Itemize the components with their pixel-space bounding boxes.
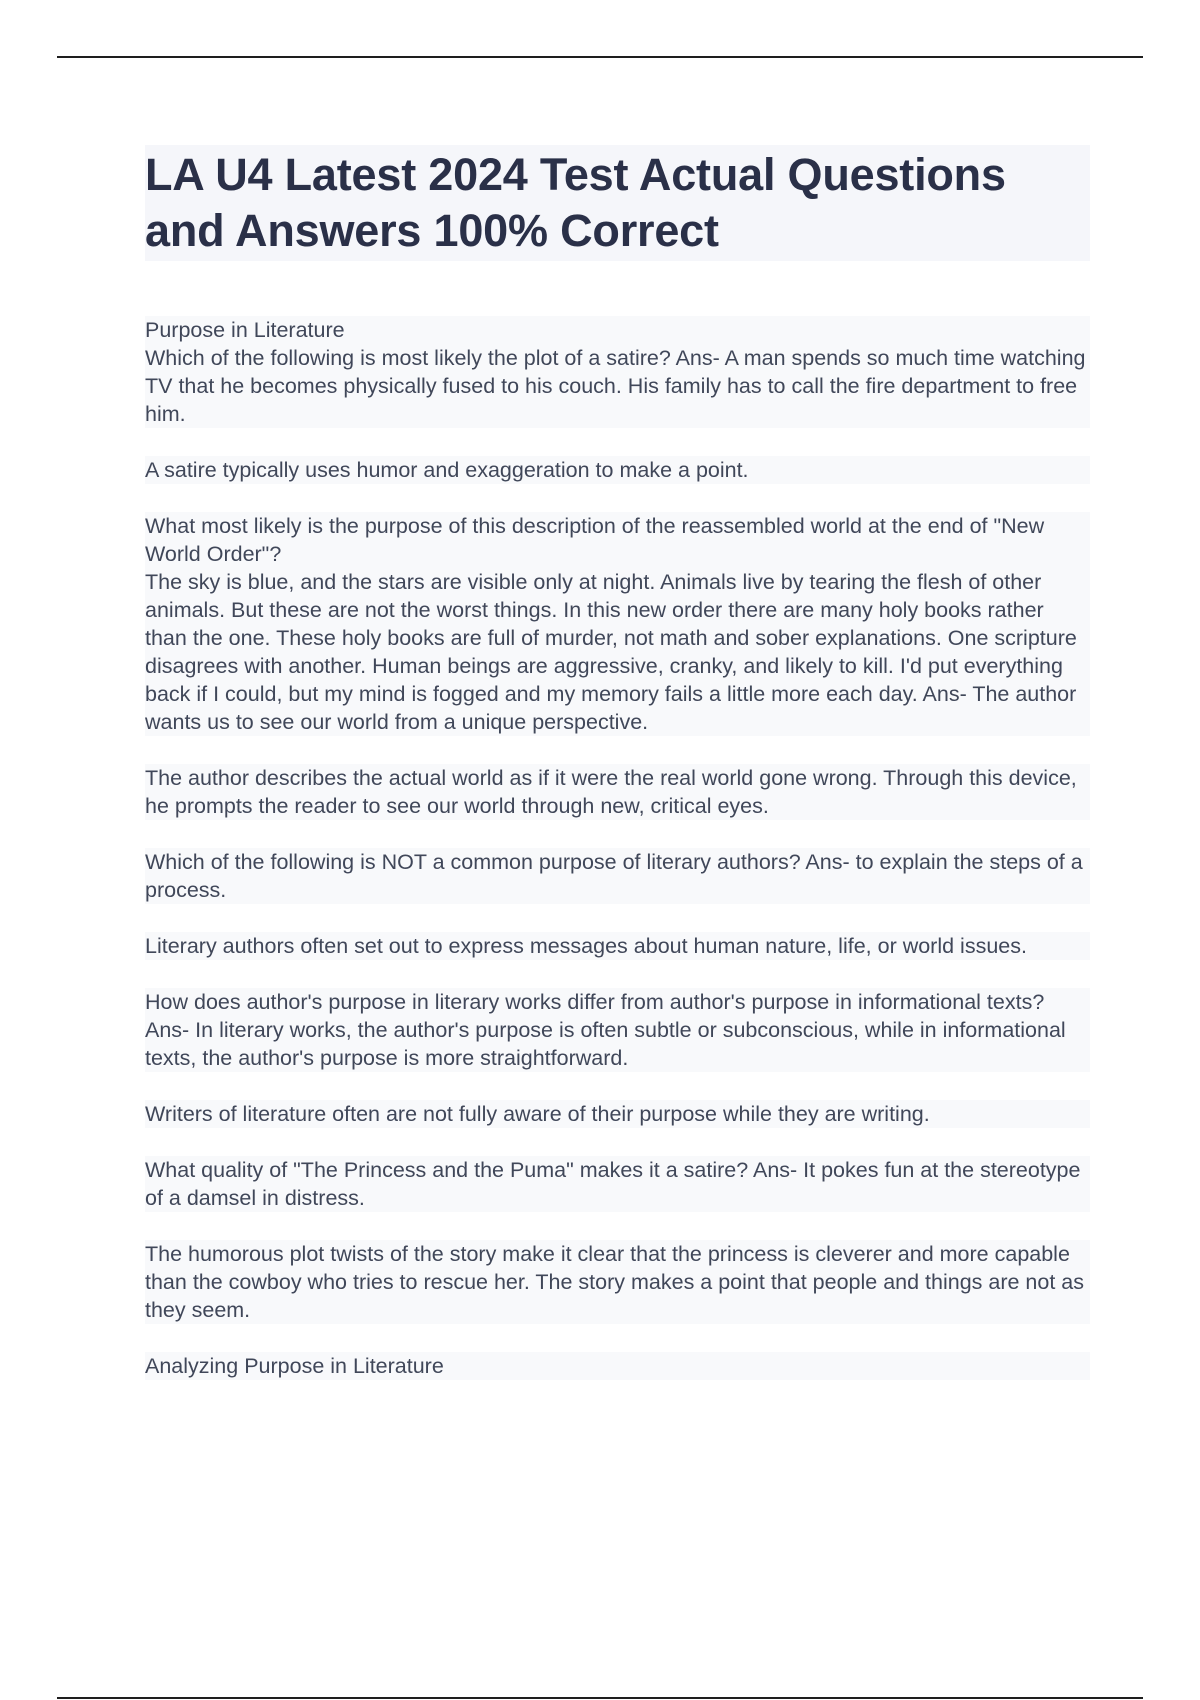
explanation-paragraph-5: The humorous plot twists of the story make it clear that the princess is cleverer and more capable than the cowboy who tries to rescue her. The story makes a point that people and things are not as they seem. bbox=[145, 1240, 1090, 1324]
top-rule bbox=[57, 56, 1143, 58]
bottom-rule bbox=[57, 1697, 1143, 1699]
question-paragraph-1: Which of the following is most likely the plot of a satire? Ans- A man spends so much time watching TV that he becomes physically fused to his couch. His family has to call the fire department to free him. bbox=[145, 344, 1090, 428]
document-title: LA U4 Latest 2024 Test Actual Questions and Answers 100% Correct bbox=[145, 145, 1090, 261]
explanation-paragraph-2: The author describes the actual world as if it were the real world gone wrong. Through this device, he prompts the reader to see our world through new, critical eyes. bbox=[145, 764, 1090, 820]
document-content bbox=[145, 145, 1090, 1408]
question-paragraph-2: What most likely is the purpose of this description of the reassembled world at the end of "New World Order"? bbox=[145, 512, 1090, 568]
section-heading: Purpose in Literature bbox=[145, 316, 1090, 344]
document-body bbox=[145, 316, 1090, 1380]
question-paragraph-3: Which of the following is NOT a common purpose of literary authors? Ans- to explain the steps of a process. bbox=[145, 848, 1090, 904]
explanation-paragraph-1: A satire typically uses humor and exaggeration to make a point. bbox=[145, 456, 1090, 484]
passage-paragraph-2: The sky is blue, and the stars are visible only at night. Animals live by tearing the flesh of other animals. But these are not the worst things. In this new order there are many holy books rather than the one. These holy books are full of murder, not math and sober explanations. One scripture disagrees with another. Human beings are aggressive, cranky, and likely to kill. I'd put everything back if I could, but my mind is fogged and my memory fails a little more each day. Ans- The author wants us to see our world from a unique perspective. bbox=[145, 568, 1090, 736]
explanation-paragraph-4: Writers of literature often are not fully aware of their purpose while they are writing. bbox=[145, 1100, 1090, 1128]
explanation-paragraph-3: Literary authors often set out to express messages about human nature, life, or world issues. bbox=[145, 932, 1090, 960]
question-paragraph-4: How does author's purpose in literary works differ from author's purpose in informational texts? Ans- In literary works, the author's purpose is often subtle or subconscious, while in informational texts, the author's purpose is more straightforward. bbox=[145, 988, 1090, 1072]
question-paragraph-5: What quality of "The Princess and the Puma" makes it a satire? Ans- It pokes fun at the stereotype of a damsel in distress. bbox=[145, 1156, 1090, 1212]
section-heading-analyzing: Analyzing Purpose in Literature bbox=[145, 1352, 1090, 1380]
